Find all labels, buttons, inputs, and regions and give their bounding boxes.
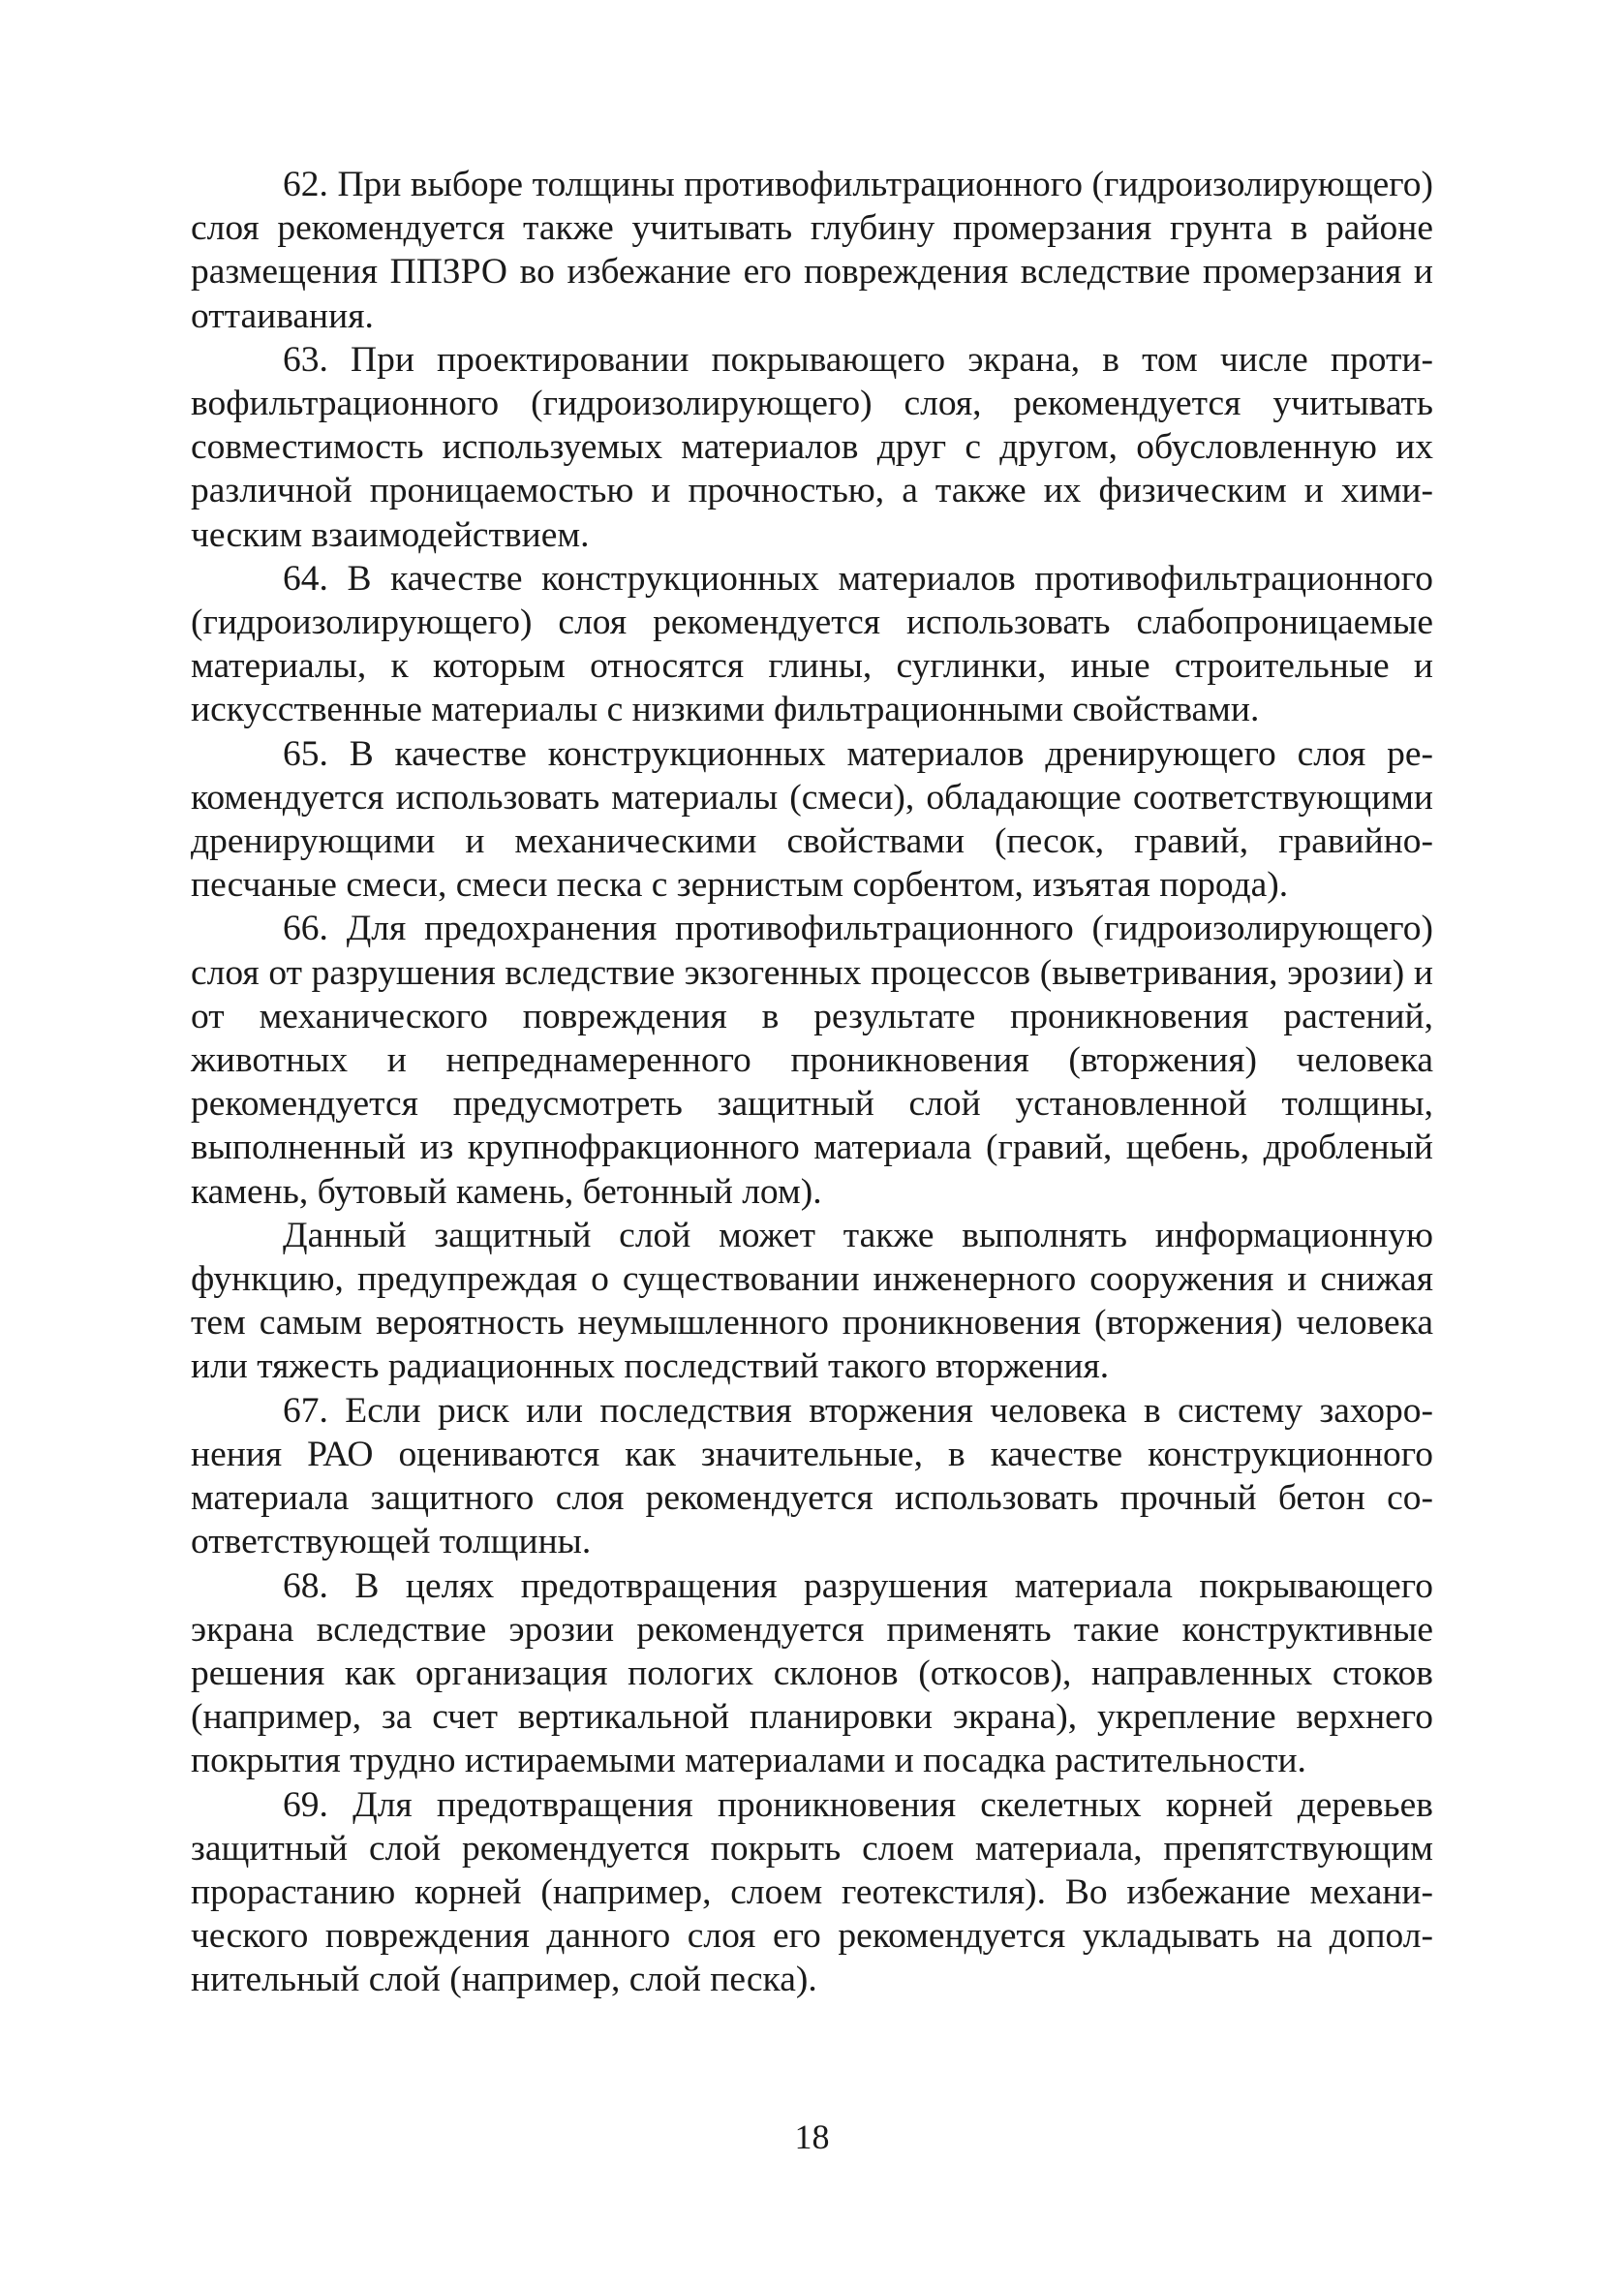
paragraph-67: 67. Если риск или последствия вторжения человека в систему захоронения РАО оцениваются как значительные, в качестве конструкционного материала защитного слоя рекомендуется использовать прочный бетон соответствующей толщины. bbox=[191, 1390, 1433, 1562]
paragraph-69: 69. Для предотвращения проникновения скелетных корней деревьев защитный слой рекомендуется покрыть слоем материала, препятствующим прорастанию корней (например, слоем геотекстиля). Во избежание механического повреждения данного слоя его рекомендуется укладывать на дополнительный слой (например, слой песка). bbox=[191, 1784, 1433, 2000]
paragraph-64: 64. В качестве конструкционных материалов противофильтрационного (гидроизолирующего) слоя рекомендуется использовать слабопроницаемые материалы, к которым относятся глины, суглинки, иные строительные и искусственные материалы с низкими фильтрационными свойствами. bbox=[191, 558, 1433, 730]
paragraph-66: 66. Для предохранения противофильтрационного (гидроизолирующего) слоя от разрушения вследствие экзогенных процессов (выветривания, эрозии) и от механического повреждения в результате проникновения растений, животных и непреднамеренного проникновения (вторжения) человека рекомендуется предусмотреть защитный слой установленной толщины, выполненный из крупнофракционного материала (гравий, щебень, дробленый камень, бутовый камень, бетонный лом). bbox=[191, 909, 1433, 1212]
body-text bbox=[191, 163, 1433, 2002]
paragraph-63: 63. При проектировании покрывающего экрана, в том числе противофильтрационного (гидроизолирующего) слоя, рекомендуется учитывать совместимость используемых материалов друг с другом, обусловленную их различной проницаемостью и прочностью, а также их физическим и химическим взаимодействием. bbox=[191, 339, 1433, 555]
paragraph-65: 65. В качестве конструкционных материалов дренирующего слоя рекомендуется использовать материалы (смеси), обладающие соответствующими дренирующими и механическими свойствами (песок, гравий, гравийно-песчаные смеси, смеси песка с зернистым сорбентом, изъятая порода). bbox=[191, 733, 1433, 906]
page-number: 18 bbox=[794, 2117, 830, 2156]
paragraph-62: 62. При выборе толщины противофильтрационного (гидроизолирующего) слоя рекомендуется также учитывать глубину промерзания грунта в районе размещения ППЗРО во избежание его повреждения вследствие промерзания и оттаивания. bbox=[191, 165, 1433, 336]
paragraph-66-continued: Данный защитный слой может также выполнять информационную функцию, предупреждая о существовании инженерного сооружения и снижая тем самым вероятность неумышленного проникновения (вторжения) человека или тяжесть радиационных последствий такого вторжения. bbox=[191, 1215, 1433, 1387]
paragraph-68: 68. В целях предотвращения разрушения материала покрывающего экрана вследствие эрозии рекомендуется применять такие конструктивные решения как организация пологих склонов (откосов), направленных стоков (например, за счет вертикальной планировки экрана), укрепление верхнего покрытия трудно истираемыми материалами и посадка растительности. bbox=[191, 1565, 1433, 1781]
